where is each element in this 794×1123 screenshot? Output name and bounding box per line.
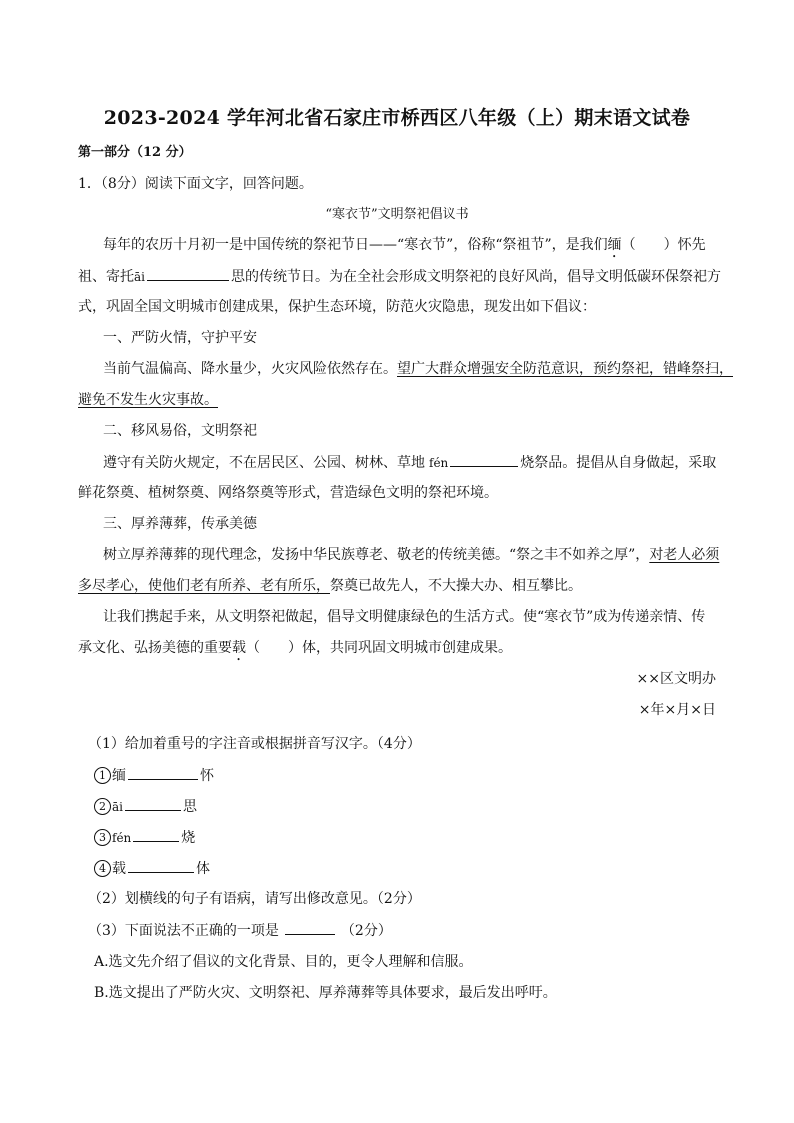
heading-1: 一、严防火情，守护平安 bbox=[103, 330, 257, 346]
heading-3: 三、厚养薄葬，传承美德 bbox=[103, 516, 257, 532]
option-suffix: 烧 bbox=[181, 830, 196, 846]
text-span: 遵守有关防火规定，不在居民区、公园、树林、草地 bbox=[103, 455, 425, 471]
section-heading: 第一部分（12 分） bbox=[78, 145, 192, 160]
circled-number: 3 bbox=[94, 829, 111, 846]
heading-2: 二、移风易俗，文明祭祀 bbox=[103, 423, 257, 439]
option-suffix: 体 bbox=[196, 861, 210, 877]
paragraph-1-line-1 bbox=[103, 235, 706, 261]
signature-date: ×年×月×日 bbox=[638, 702, 716, 718]
paragraph-4-line-2 bbox=[78, 576, 582, 596]
question-1-intro: 1．（8分）阅读下面文字，回答问题。 bbox=[78, 176, 313, 192]
answer-blank[interactable] bbox=[147, 266, 229, 281]
answer-blank[interactable] bbox=[128, 765, 198, 780]
paragraph-1-line-2 bbox=[78, 266, 721, 287]
exam-title: 2023-2024 学年河北省石家庄市桥西区八年级（上）期末语文试卷 bbox=[103, 107, 691, 129]
text-span: （ ）体，共同巩固文明城市创建成果。 bbox=[246, 640, 512, 656]
paragraph-2-line-1 bbox=[103, 359, 733, 379]
circled-number: 1 bbox=[94, 767, 111, 784]
option-3 bbox=[94, 827, 195, 848]
option-1 bbox=[94, 765, 214, 786]
text-span: （2分） bbox=[340, 923, 392, 939]
text-span: 树立厚养薄葬的现代理念，发扬中华民族尊老、敬老的传统美德。“祭之丰不如养之厚”， bbox=[103, 547, 650, 563]
text-span: 祖、寄托 bbox=[78, 269, 134, 285]
text-span: 思的传统节日。为在全社会形成文明祭祀的良好风尚，倡导文明低碳环保祭祀方 bbox=[231, 269, 721, 285]
emphasized-char-zai: 载 bbox=[232, 640, 246, 656]
emphasized-char-mian: 缅 bbox=[607, 237, 622, 253]
underlined-sentence: 避免不发生火灾事故。 bbox=[78, 392, 218, 408]
answer-blank[interactable] bbox=[285, 920, 335, 935]
choice-a: A.选文先介绍了倡议的文化背景、目的，更令人理解和信服。 bbox=[94, 954, 473, 970]
paragraph-2-line-2 bbox=[78, 390, 218, 410]
pinyin-fen: fén bbox=[429, 456, 449, 470]
circled-number: 4 bbox=[94, 860, 111, 877]
subquestion-1: （1）给加着重号的字注音或根据拼音写汉字。（4分） bbox=[88, 736, 421, 752]
pinyin-ai: āi bbox=[134, 270, 145, 284]
answer-blank[interactable] bbox=[128, 858, 194, 873]
text-span: 当前气温偏高、降水量少，火灾风险依然存在。 bbox=[103, 361, 397, 377]
option-prefix: 载 bbox=[112, 861, 126, 877]
answer-blank[interactable] bbox=[133, 827, 179, 842]
text-span: （ ）怀先 bbox=[621, 237, 706, 253]
option-prefix: āi bbox=[112, 800, 123, 814]
option-2 bbox=[94, 796, 197, 817]
answer-blank[interactable] bbox=[450, 452, 518, 467]
option-prefix: fén bbox=[112, 831, 132, 845]
answer-blank[interactable] bbox=[125, 796, 181, 811]
choice-b: B.选文提出了严防火灾、文明祭祀、厚养薄葬等具体要求，最后发出呼吁。 bbox=[94, 985, 557, 1001]
paragraph-1-line-3: 式，巩固全国文明城市创建成果，保护生态环境，防范火灾隐患，现发出如下倡议： bbox=[78, 299, 596, 315]
circled-number: 2 bbox=[94, 798, 111, 815]
paragraph-5-line-1: 让我们携起手来，从文明祭祀做起，倡导文明健康绿色的生活方式。使“寒衣节”成为传递亲情、传 bbox=[103, 609, 706, 625]
proposal-title: “寒衣节”文明祭祀倡议书 bbox=[325, 207, 469, 222]
subquestion-2: （2）划横线的句子有语病，请写出修改意见。（2分） bbox=[88, 891, 421, 907]
underlined-sentence: 对老人必须 bbox=[649, 547, 720, 563]
paragraph-3-line-2: 鲜花祭奠、植树祭奠、网络祭奠等形式，营造绿色文明的祭祀环境。 bbox=[78, 485, 498, 501]
option-prefix: 缅 bbox=[112, 768, 126, 784]
text-span: 烧祭品。提倡从自身做起，采取 bbox=[520, 455, 717, 471]
underlined-sentence: 望广大群众增强安全防范意识，预约祭祀，错峰祭扫， bbox=[397, 361, 733, 377]
paragraph-4-line-1 bbox=[103, 545, 719, 565]
signature-organization: ××区文明办 bbox=[636, 671, 716, 687]
option-4 bbox=[94, 858, 210, 879]
paragraph-3-line-1 bbox=[103, 452, 716, 473]
paragraph-5-line-2 bbox=[78, 638, 512, 664]
option-suffix: 思 bbox=[183, 799, 197, 815]
text-span: 祭奠已故先人，不大操大办、相互攀比。 bbox=[330, 578, 582, 594]
text-span: 承文化、弘扬美德的重要 bbox=[78, 640, 232, 656]
option-suffix: 怀 bbox=[200, 768, 214, 784]
text-span: 每年的农历十月初一是中国传统的祭祀节日——“寒衣节”，俗称“祭祖节”，是我们 bbox=[103, 237, 608, 253]
text-span: （3）下面说法不正确的一项是 bbox=[88, 923, 279, 939]
subquestion-3 bbox=[88, 920, 392, 941]
underlined-sentence: 多尽孝心，使他们老有所养、老有所乐， bbox=[78, 578, 330, 594]
